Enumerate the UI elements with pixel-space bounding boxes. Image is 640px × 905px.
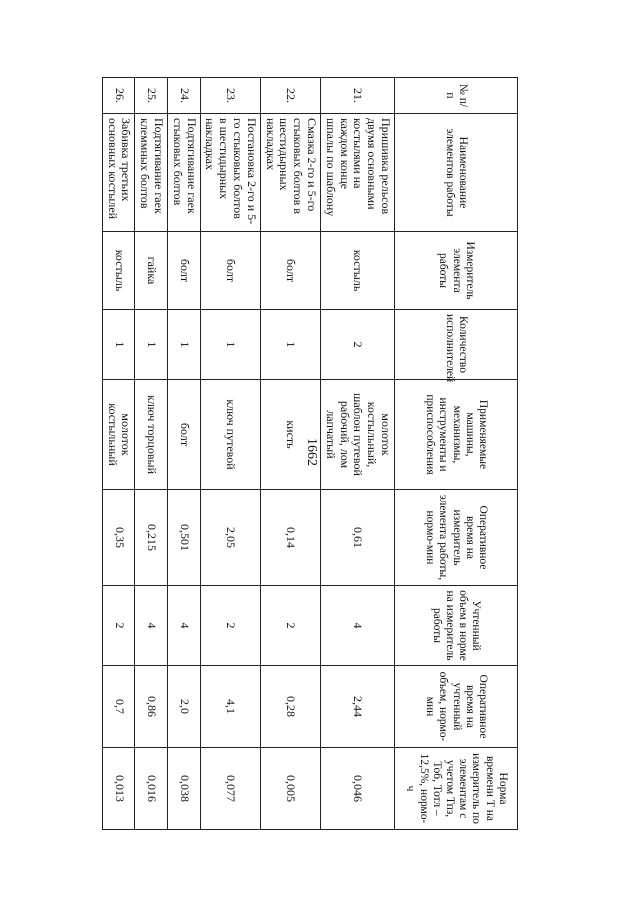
row-element-name: Пришивка рельсов двумя основными костылями на каждом конце шпалы по шаблону (321, 114, 395, 232)
row-time-norm: 0,005 (260, 748, 320, 830)
row-accounted-volume: 2 (200, 586, 260, 666)
row-number: 26. (102, 78, 135, 114)
row-number: 25. (135, 78, 168, 114)
row-element-name: Подтягивание гаек клеммных болтов (135, 114, 168, 232)
row-workers-count: 2 (321, 310, 395, 380)
table-header-row (395, 78, 518, 830)
row-operative-time-total: 0,28 (260, 666, 320, 748)
row-operative-time-total: 2,0 (168, 666, 201, 748)
row-workers-count: 1 (102, 310, 135, 380)
header-operative-time-per-unit: Оперативное время на измеритель элемента работы, нормо-мин (395, 490, 518, 586)
row-number: 22. (260, 78, 320, 114)
header-tools: Применяемые машины, механизмы, инструменты и приспособления (395, 380, 518, 490)
row-workers-count: 1 (135, 310, 168, 380)
row-operative-time-per-unit: 0,14 (260, 490, 320, 586)
header-number: № п/п (395, 78, 518, 114)
row-tools: кисть (260, 380, 320, 490)
header-element-name: Наименование элементов работы (395, 114, 518, 232)
table-row (321, 78, 395, 830)
header-workers-count: Количество исполнителей (395, 310, 518, 380)
table-row (260, 78, 320, 830)
row-operative-time-per-unit: 0,61 (321, 490, 395, 586)
work-elements-table (102, 77, 518, 830)
table-row (200, 78, 260, 830)
row-number: 23. (200, 78, 260, 114)
row-tools: молоток костыльный, шаблон путевой рабочий, лом лапчатый (321, 380, 395, 490)
page-number: 1662 (304, 438, 319, 466)
row-number: 24. (168, 78, 201, 114)
row-unit: болт (260, 232, 320, 310)
row-operative-time-total: 4,1 (200, 666, 260, 748)
rotated-table-container (105, 77, 518, 829)
row-accounted-volume: 4 (168, 586, 201, 666)
row-unit: костыль (321, 232, 395, 310)
row-accounted-volume: 2 (260, 586, 320, 666)
row-time-norm: 0,046 (321, 748, 395, 830)
row-element-name: Забивка третьих основных костылей (102, 114, 135, 232)
row-time-norm: 0,077 (200, 748, 260, 830)
row-tools: молоток костыльный (102, 380, 135, 490)
row-accounted-volume: 4 (321, 586, 395, 666)
header-unit: Измеритель элемента работы (395, 232, 518, 310)
row-element-name: Подтягивание гаек стыковых болтов (168, 114, 201, 232)
row-operative-time-total: 0,86 (135, 666, 168, 748)
row-element-name: Постановка 2-го и 5-го стыковых болтов в шестидырных накладках (200, 114, 260, 232)
row-unit: болт (168, 232, 201, 310)
row-workers-count: 1 (200, 310, 260, 380)
header-time-norm: Норма времени Т на измеритель по элементам с учетом Тпз, Тоб, Тотл – 12,5%, нормо-ч (395, 748, 518, 830)
row-accounted-volume: 4 (135, 586, 168, 666)
row-unit: болт (200, 232, 260, 310)
row-unit: костыль (102, 232, 135, 310)
row-workers-count: 1 (168, 310, 201, 380)
row-tools: ключ торцовый (135, 380, 168, 490)
row-time-norm: 0,038 (168, 748, 201, 830)
row-operative-time-per-unit: 0,35 (102, 490, 135, 586)
row-operative-time-per-unit: 0,215 (135, 490, 168, 586)
table-row (135, 78, 168, 830)
row-workers-count: 1 (260, 310, 320, 380)
row-time-norm: 0,016 (135, 748, 168, 830)
row-operative-time-total: 2,44 (321, 666, 395, 748)
row-unit: гайка (135, 232, 168, 310)
header-operative-time-total: Оперативное время на учтенный объем, нормо-мин (395, 666, 518, 748)
row-tools: ключ путевой (200, 380, 260, 490)
row-operative-time-per-unit: 0,501 (168, 490, 201, 586)
row-time-norm: 0,013 (102, 748, 135, 830)
row-operative-time-total: 0,7 (102, 666, 135, 748)
row-number: 21. (321, 78, 395, 114)
row-accounted-volume: 2 (102, 586, 135, 666)
table-row (102, 78, 135, 830)
table-row (168, 78, 201, 830)
row-element-name: Смазка 2-го и 5-го стыковых болтов в шестидырных накладках (260, 114, 320, 232)
row-tools: болт (168, 380, 201, 490)
row-operative-time-per-unit: 2,05 (200, 490, 260, 586)
header-accounted-volume: Учтенный объем в норме на измеритель работы (395, 586, 518, 666)
